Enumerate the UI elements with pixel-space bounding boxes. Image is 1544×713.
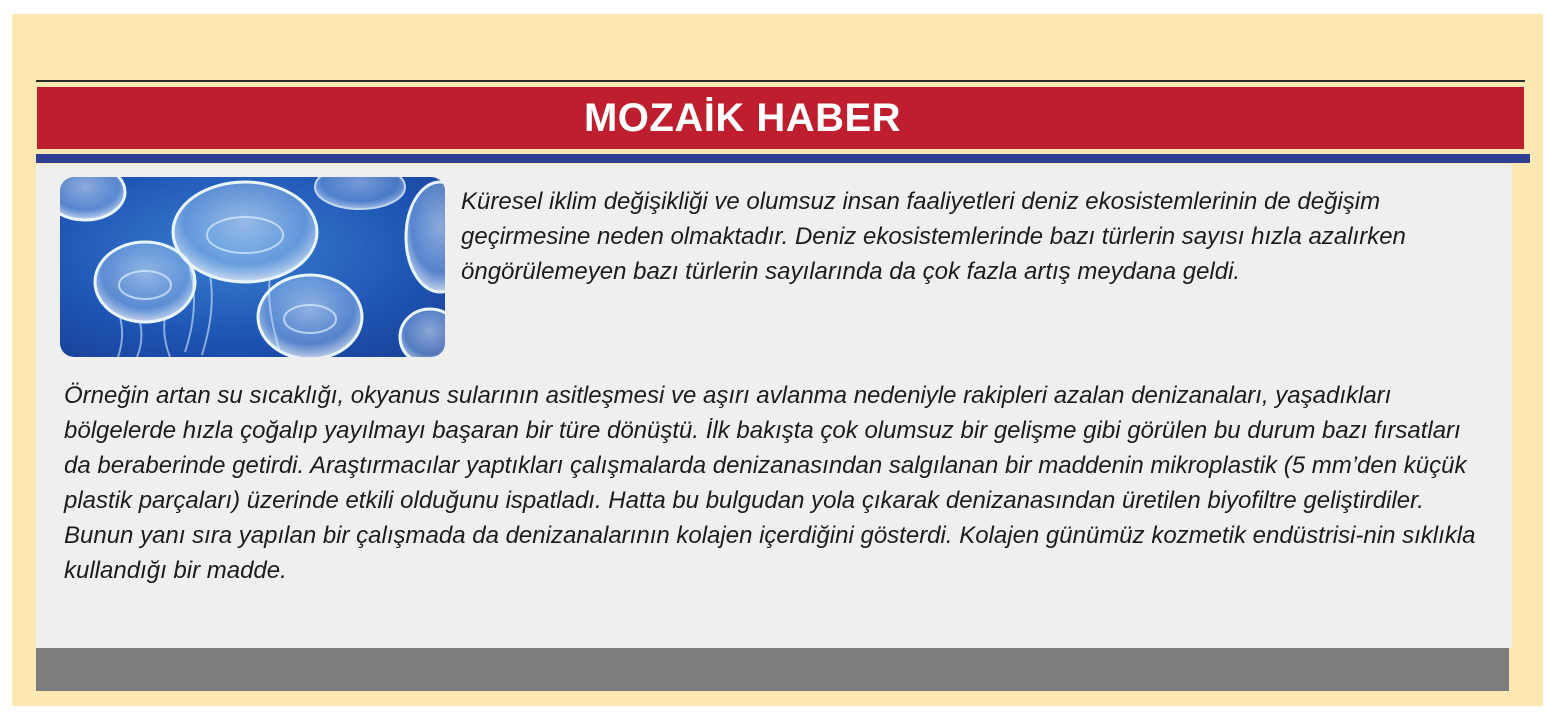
page-title: MOZAİK HABER [583,95,902,140]
article-panel [36,164,1512,648]
jellyfish-image [60,177,445,357]
blue-divider [36,154,1530,163]
jellyfish-photo [60,177,445,357]
news-box [12,14,1543,706]
footer-bar [36,648,1509,691]
top-divider [36,80,1525,82]
body-paragraph: Örneğin artan su sıcaklığı, okyanus sularının asitleşmesi ve aşırı avlanma nedeniyle rakipleri azalan denizanaları, yaşadıkları bölgelerde hızla çoğalıp yayılmayı başaran bir türe dönüştü. İlk bakışta çok olumsuz bir gelişme gibi görülen bu durum bazı fırsatları da beraberinde getirdi. Araştırmacılar yaptıkları çalışmalarda denizanasından salgılanan bir maddenin mikroplastik (5 mm’den küçük plastik parçaları) üzerinde etkili olduğunu ispatladı. Hatta bu bulgudan yola çıkarak denizanasından üretilen biyofiltre geliştirdiler. Bunun yanı sıra yapılan bir çalışmada da denizanalarının kolajen içerdiğini gösterdi. Kolajen günümüz kozmetik endüstrisi-nin sıklıkla kullandığı bir madde. [64,382,1476,584]
title-banner [37,87,1524,149]
intro-paragraph: Küresel iklim değişikliği ve olumsuz insan faaliyetleri deniz ekosistemlerinin de değişim geçirmesine neden olmaktadır. Deniz ekosistemlerinde bazı türlerin sayısı hızla azalırken öngörülemeyen bazı türlerin sayılarında da çok fazla artış meydana geldi. [461,188,1406,285]
